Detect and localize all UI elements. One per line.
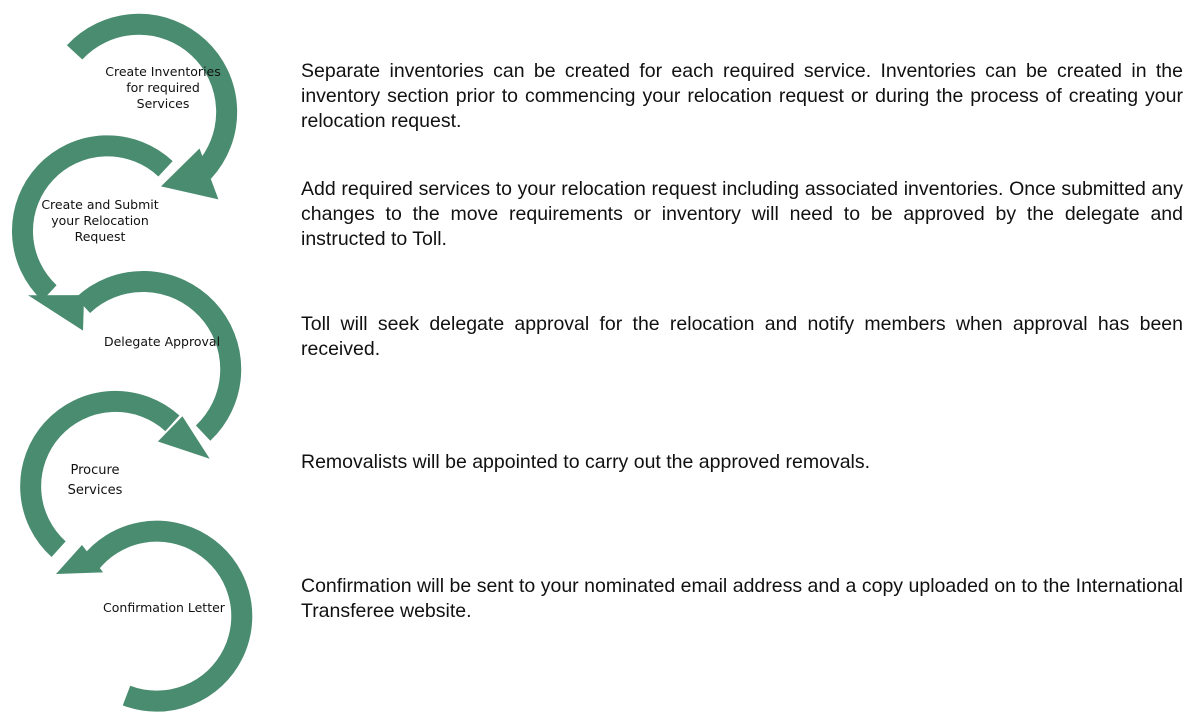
step-3-description: Toll will seek delegate approval for the relocation and notify members when approval has been received. [301, 313, 1183, 360]
step-3-label: Delegate Approval [103, 334, 221, 349]
step-4-description: Removalists will be appointed to carry out the approved removals. [301, 451, 871, 473]
step-5-label: Confirmation Letter [103, 600, 225, 615]
step-2-description: Add required services to your relocation request including associated inventories. Once submitted any changes to the move requirements or inventory will need to be approved by the delegate and instructed to Toll. [301, 178, 1183, 250]
step-5-description: Confirmation will be sent to your nominated email address and a copy uploaded on to the International Transferee website. [301, 575, 1183, 622]
step-2-label: Create and Submit your Relocation Request [41, 197, 159, 244]
circular-arrow-icon [89, 531, 241, 701]
step-4-label: Procure Services [67, 463, 123, 498]
arrowhead-icon [28, 295, 84, 331]
step-1-description: Separate inventories can be created for each required service. Inventories can be created in the inventory section prior to commencing your relocation request or during the process of creating your relocation request. [301, 60, 1183, 132]
step-1-label: Create Inventories for required Services [105, 64, 221, 111]
